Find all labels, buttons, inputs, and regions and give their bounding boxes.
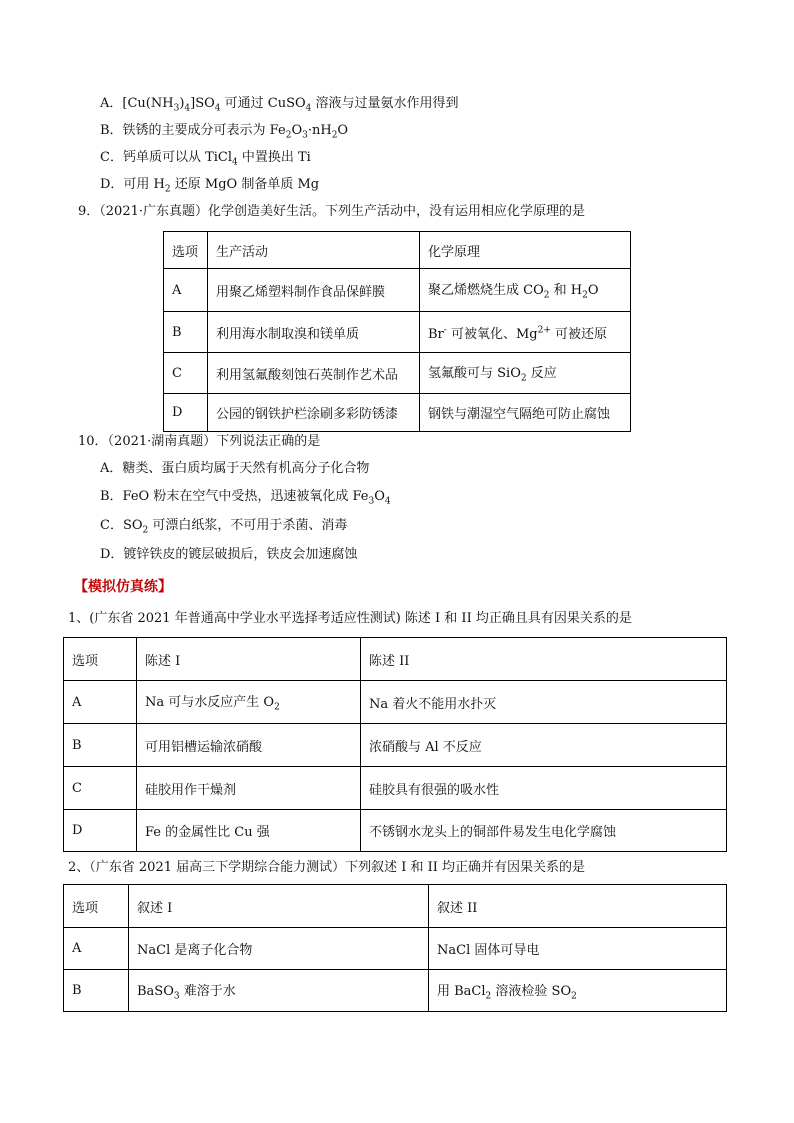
s2-stem: 2、（广东省 2021 届高三下学期综合能力测试）下列叙述 I 和 II 均正确并有因果关系的是 bbox=[68, 860, 586, 875]
header-cell: 化学原理 bbox=[420, 232, 631, 269]
q8-option-a: A．$[Cu(NH_3)_4]SO_4$ 可通过 CuSO$_4$ 溶液与过量氨水作用得到 bbox=[100, 96, 459, 114]
header-cell: 选项 bbox=[64, 638, 137, 681]
option-cell: A bbox=[64, 928, 129, 970]
table-row bbox=[64, 681, 727, 724]
option-cell: D bbox=[164, 394, 208, 432]
q10-option-c: C．$SO_2$ 可漂白纸浆，不可用于杀菌、消毒 bbox=[100, 518, 348, 536]
table-row bbox=[64, 767, 727, 810]
q8-option-c: C．钙单质可以从 TiCl$_4$ 中置换出 Ti bbox=[100, 150, 311, 168]
header-cell: 叙述 I bbox=[129, 885, 429, 928]
header-cell: 陈述 II bbox=[361, 638, 727, 681]
table-row bbox=[164, 312, 631, 353]
activity-cell: 公园的钢铁护栏涂刷多彩防锈漆 bbox=[208, 394, 420, 432]
table-row bbox=[64, 810, 727, 852]
statement-2-cell: NaCl 固体可导电 bbox=[429, 928, 727, 970]
statement-1-cell: Fe 的金属性比 Cu 强 bbox=[137, 810, 361, 852]
statement-1-cell: Na 可与水反应产生 $O_2$ bbox=[137, 681, 361, 724]
principle-cell: 钢铁与潮湿空气隔绝可防止腐蚀 bbox=[420, 394, 631, 432]
statement-2-cell: 硅胶具有很强的吸水性 bbox=[361, 767, 727, 810]
principle-cell: 氢氟酸可与 SiO$_2$ 反应 bbox=[420, 353, 631, 394]
principle-cell: Br- 可被氧化、$Mg^{2+}$ 可被还原 bbox=[420, 312, 631, 353]
table-header-row bbox=[164, 232, 631, 269]
section-title: 【模拟仿真练】 bbox=[74, 579, 172, 595]
q10-option-b: B．FeO 粉末在空气中受热，迅速被氧化成 $Fe_3O_4$ bbox=[100, 489, 391, 507]
statement-2-cell: 浓硝酸与 Al 不反应 bbox=[361, 724, 727, 767]
option-cell: C bbox=[164, 353, 208, 394]
table-row bbox=[64, 724, 727, 767]
q10-option-d: D．镀锌铁皮的镀层破损后，铁皮会加速腐蚀 bbox=[100, 547, 358, 562]
header-cell: 选项 bbox=[64, 885, 129, 928]
statement-1-cell: 可用铝槽运输浓硝酸 bbox=[137, 724, 361, 767]
table-header-row bbox=[64, 885, 727, 928]
statement-2-cell: 不锈钢水龙头上的铜部件易发生电化学腐蚀 bbox=[361, 810, 727, 852]
s1-stem: 1、(广东省 2021 年普通高中学业水平选择考适应性测试) 陈述 I 和 II 均正确且具有因果关系的是 bbox=[68, 611, 632, 626]
statement-2-cell: 用 BaCl$_2$ 溶液检验 $SO_2$ bbox=[429, 970, 727, 1012]
table-row bbox=[64, 970, 727, 1012]
option-cell: B bbox=[64, 724, 137, 767]
header-cell: 叙述 II bbox=[429, 885, 727, 928]
table-row bbox=[64, 928, 727, 970]
statement-1-cell: 硅胶用作干燥剂 bbox=[137, 767, 361, 810]
option-cell: C bbox=[64, 767, 137, 810]
statement-2-cell: Na 着火不能用水扑灭 bbox=[361, 681, 727, 724]
q8-option-d: D．可用 $H_2$ 还原 MgO 制备单质 Mg bbox=[100, 177, 320, 195]
table-row bbox=[164, 353, 631, 394]
table-row bbox=[164, 394, 631, 432]
option-cell: A bbox=[64, 681, 137, 724]
statement-1-cell: BaSO$_3$ 难溶于水 bbox=[129, 970, 429, 1012]
statement-1-cell: NaCl 是离子化合物 bbox=[129, 928, 429, 970]
activity-cell: 用聚乙烯塑料制作食品保鲜膜 bbox=[208, 269, 420, 312]
q9-table bbox=[163, 231, 631, 432]
table-row bbox=[164, 269, 631, 312]
header-cell: 陈述 I bbox=[137, 638, 361, 681]
q10-option-a: A．糖类、蛋白质均属于天然有机高分子化合物 bbox=[100, 461, 370, 476]
header-cell: 选项 bbox=[164, 232, 208, 269]
option-cell: D bbox=[64, 810, 137, 852]
q9-stem: 9．（2021·广东真题）化学创造美好生活。下列生产活动中，没有运用相应化学原理的是 bbox=[78, 204, 585, 219]
activity-cell: 利用海水制取溴和镁单质 bbox=[208, 312, 420, 353]
option-cell: B bbox=[64, 970, 129, 1012]
activity-cell: 利用氢氟酸刻蚀石英制作艺术品 bbox=[208, 353, 420, 394]
q8-option-b: B．铁锈的主要成分可表示为 $Fe_2O_3\cdot nH_2O$ bbox=[100, 123, 349, 141]
s2-table bbox=[63, 884, 727, 1012]
header-cell: 生产活动 bbox=[208, 232, 420, 269]
q10-stem: 10．（2021·湖南真题）下列说法正确的是 bbox=[78, 434, 321, 449]
table-header-row bbox=[64, 638, 727, 681]
principle-cell: 聚乙烯燃烧生成 $CO_2$ 和 $H_2O$ bbox=[420, 269, 631, 312]
option-cell: B bbox=[164, 312, 208, 353]
option-cell: A bbox=[164, 269, 208, 312]
s1-table bbox=[63, 637, 727, 852]
